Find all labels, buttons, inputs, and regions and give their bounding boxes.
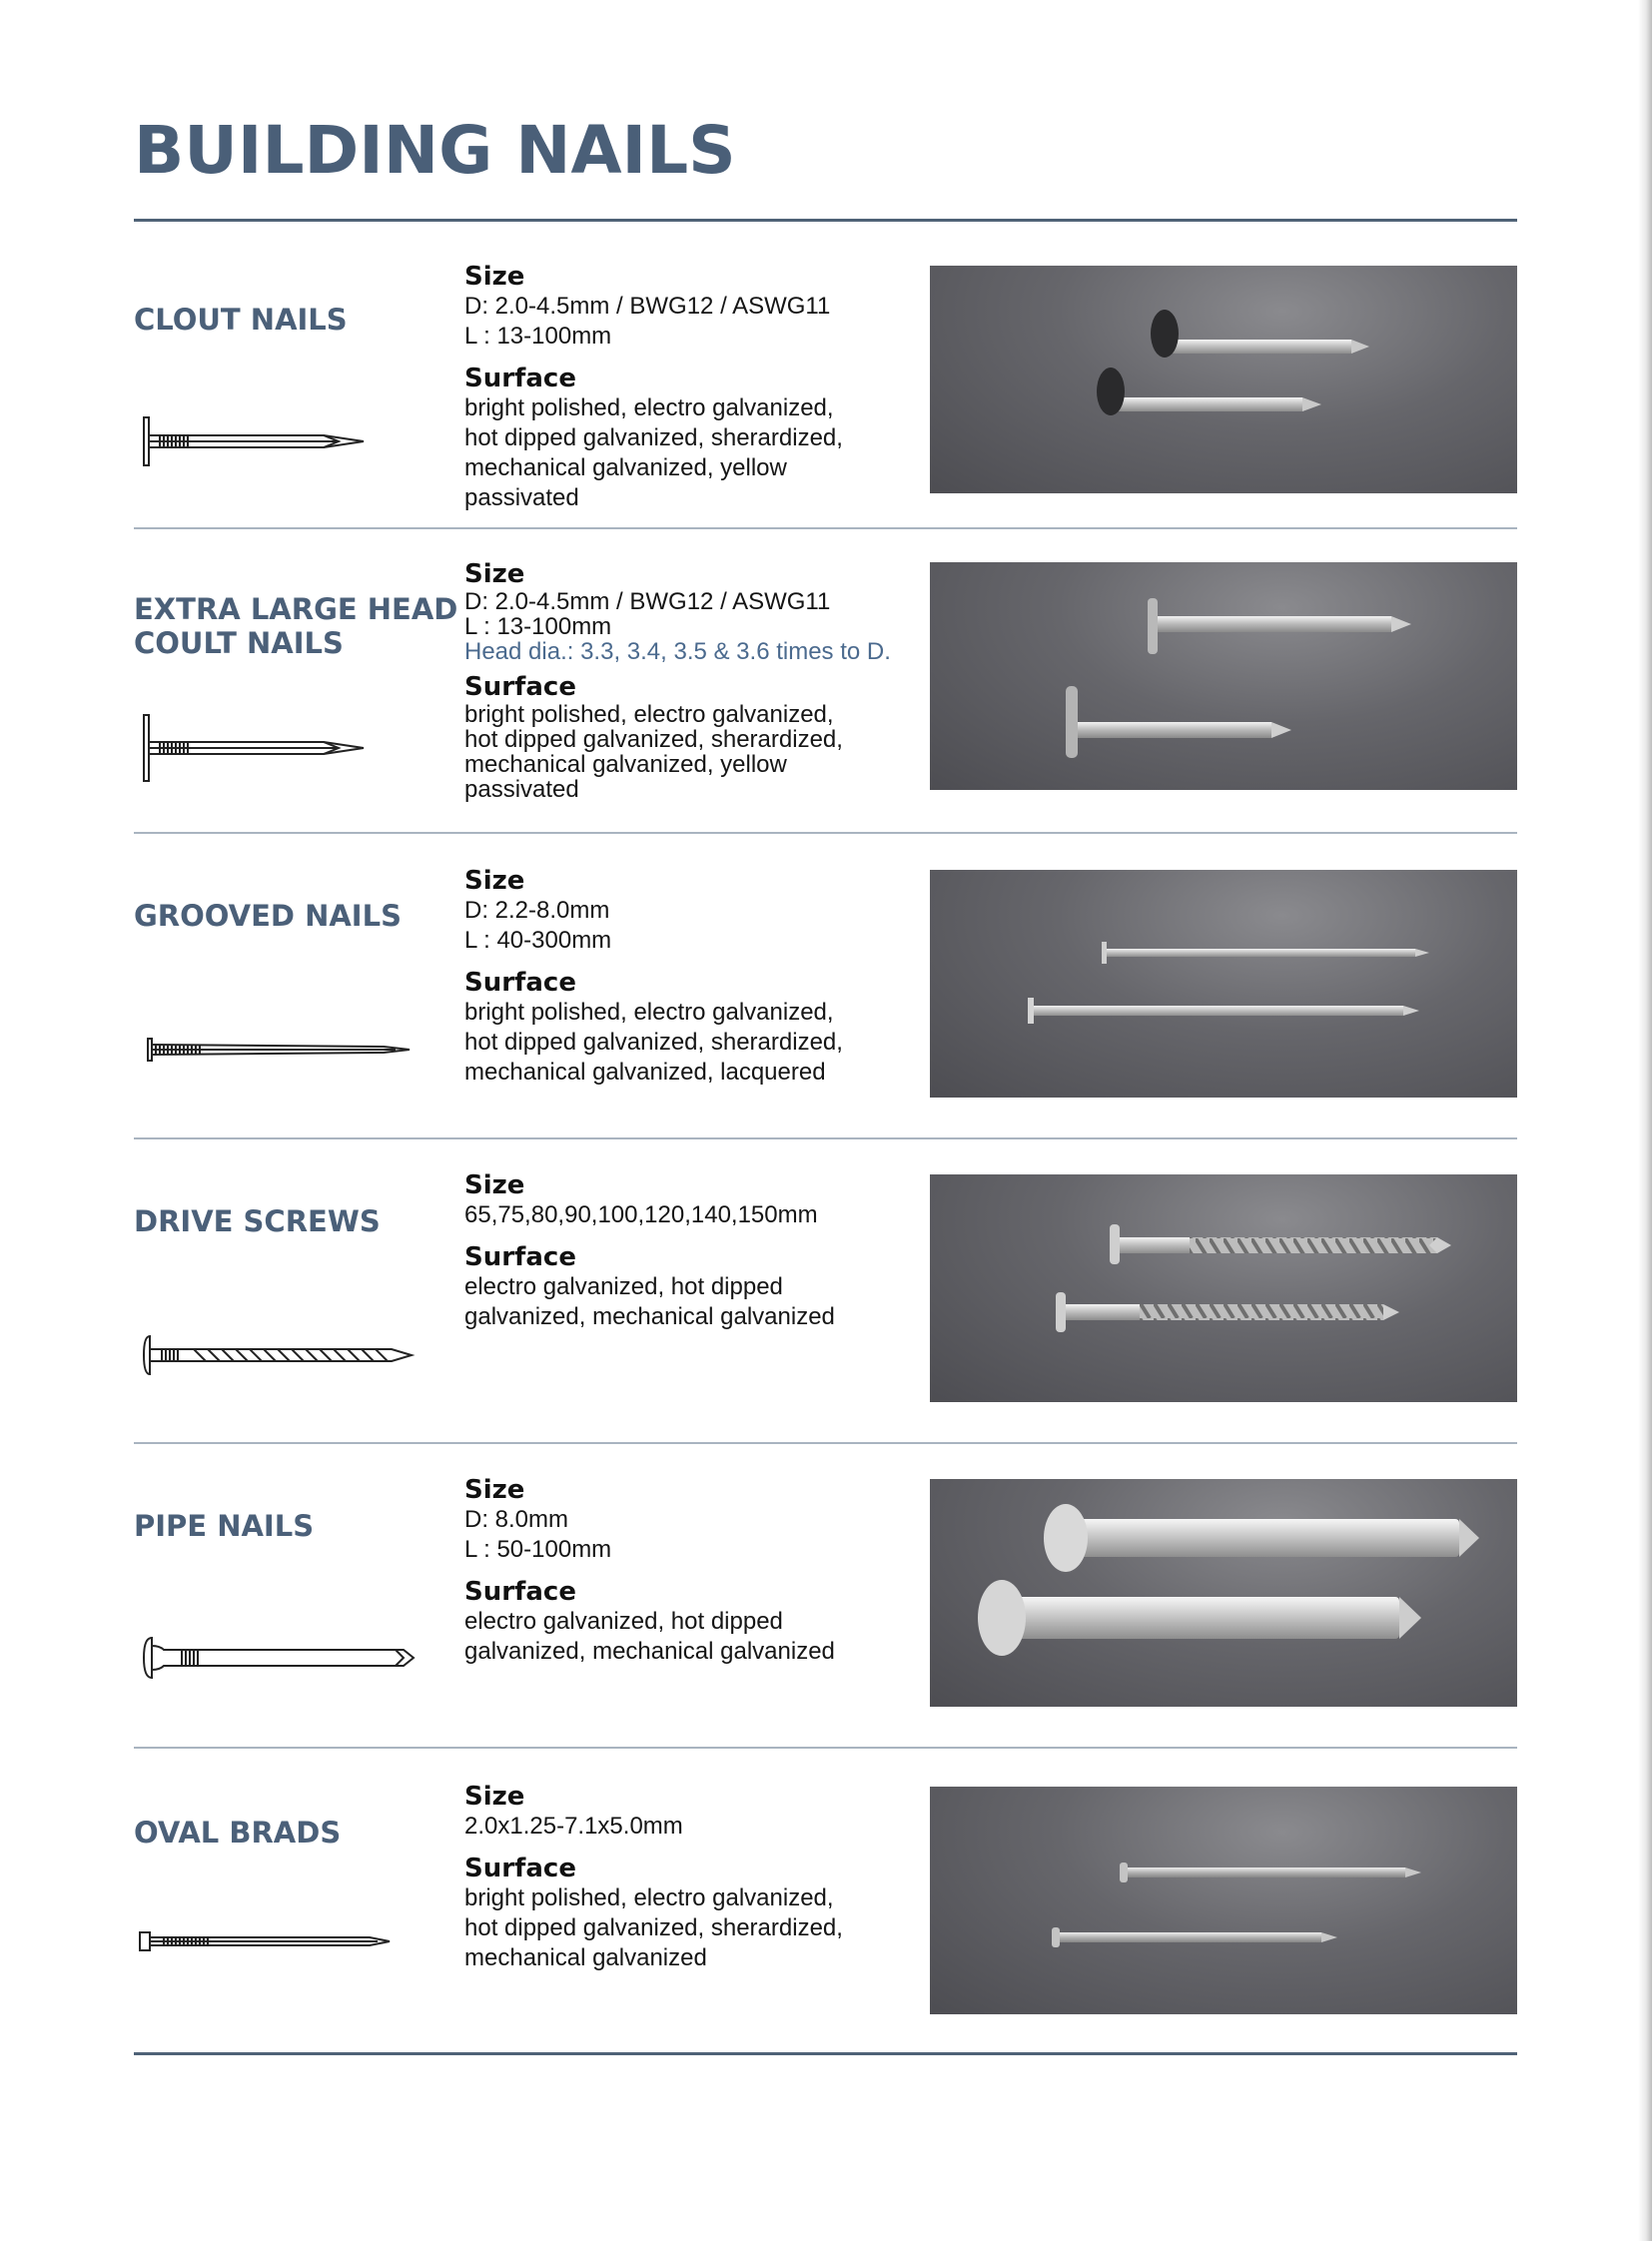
size-line: D: 2.2-8.0mm xyxy=(464,897,610,924)
extra-large-head-nail-drawing-icon xyxy=(134,713,374,783)
head-diameter-note: Head dia.: 3.3, 3.4, 3.5 & 3.6 times to D. xyxy=(464,638,891,665)
surface-line: hot dipped galvanized, sherardized, xyxy=(464,726,843,753)
surface-line: electro galvanized, hot dipped xyxy=(464,1273,783,1300)
surface-line: mechanical galvanized, yellow xyxy=(464,454,787,481)
spec-block xyxy=(464,262,934,513)
size-line: L : 50-100mm xyxy=(464,1536,612,1563)
surface-line: passivated xyxy=(464,776,579,803)
size-line: L : 13-100mm xyxy=(464,613,612,640)
size-line: 2.0x1.25-7.1x5.0mm xyxy=(464,1813,683,1840)
surface-line: galvanized, mechanical galvanized xyxy=(464,1303,835,1330)
row-divider xyxy=(134,1747,1517,1749)
size-heading: Size xyxy=(464,1170,525,1200)
product-photo xyxy=(930,1787,1517,2014)
surface-heading: Surface xyxy=(464,968,576,998)
surface-line: hot dipped galvanized, sherardized, xyxy=(464,1029,843,1056)
surface-heading: Surface xyxy=(464,1242,576,1272)
size-heading: Size xyxy=(464,262,525,292)
surface-line: passivated xyxy=(464,484,579,511)
product-name-line: PIPE NAILS xyxy=(134,1509,315,1543)
product-name xyxy=(134,899,402,933)
product-name-line: DRIVE SCREWS xyxy=(134,1204,381,1238)
surface-line: mechanical galvanized, lacquered xyxy=(464,1059,826,1086)
size-heading: Size xyxy=(464,1475,525,1505)
surface-heading: Surface xyxy=(464,672,576,702)
drive-screw-drawing-icon xyxy=(134,1328,423,1382)
surface-heading: Surface xyxy=(464,364,576,393)
size-line: D: 8.0mm xyxy=(464,1506,569,1533)
product-name-line: CLOUT NAILS xyxy=(134,303,348,337)
surface-line: bright polished, electro galvanized, xyxy=(464,701,834,728)
product-photo xyxy=(930,1479,1517,1707)
surface-line: bright polished, electro galvanized, xyxy=(464,394,834,421)
product-name-line: GROOVED NAILS xyxy=(134,899,402,933)
pipe-nail-drawing-icon xyxy=(134,1628,423,1688)
surface-line: mechanical galvanized, yellow xyxy=(464,751,787,778)
row-divider xyxy=(134,832,1517,834)
product-photo xyxy=(930,1174,1517,1402)
product-photo xyxy=(930,870,1517,1098)
product-name-line: OVAL BRADS xyxy=(134,1816,342,1850)
surface-line: mechanical galvanized xyxy=(464,1944,707,1971)
page-title: BUILDING NAILS xyxy=(134,112,736,189)
surface-line: bright polished, electro galvanized, xyxy=(464,1884,834,1911)
product-name xyxy=(134,1509,314,1543)
size-heading: Size xyxy=(464,559,525,589)
grooved-nail-drawing-icon xyxy=(134,1033,423,1067)
row-divider xyxy=(134,1442,1517,1444)
surface-line: hot dipped galvanized, sherardized, xyxy=(464,1914,843,1941)
spec-block xyxy=(464,559,934,802)
spec-block xyxy=(464,1475,934,1667)
title-divider xyxy=(134,219,1517,222)
row-divider xyxy=(134,527,1517,529)
size-line: L : 40-300mm xyxy=(464,927,612,954)
spec-block xyxy=(464,1170,934,1332)
surface-line: hot dipped galvanized, sherardized, xyxy=(464,424,843,451)
spec-block xyxy=(464,1782,934,1973)
product-photo xyxy=(930,562,1517,790)
product-name xyxy=(134,592,457,660)
product-photo xyxy=(930,266,1517,493)
size-line: 65,75,80,90,100,120,140,150mm xyxy=(464,1201,818,1228)
bottom-divider xyxy=(134,2052,1517,2055)
size-line: D: 2.0-4.5mm / BWG12 / ASWG11 xyxy=(464,293,831,320)
surface-heading: Surface xyxy=(464,1577,576,1607)
product-name xyxy=(134,1816,341,1850)
size-line: L : 13-100mm xyxy=(464,323,612,350)
clout-nail-drawing-icon xyxy=(134,409,374,469)
surface-line: galvanized, mechanical galvanized xyxy=(464,1638,835,1665)
spec-block xyxy=(464,866,934,1088)
surface-heading: Surface xyxy=(464,1854,576,1883)
product-name xyxy=(134,303,348,337)
product-name xyxy=(134,1204,381,1238)
surface-line: bright polished, electro galvanized, xyxy=(464,999,834,1026)
row-divider xyxy=(134,1137,1517,1139)
product-name-line: COULT NAILS xyxy=(134,626,344,660)
size-heading: Size xyxy=(464,866,525,896)
size-heading: Size xyxy=(464,1782,525,1812)
surface-line: electro galvanized, hot dipped xyxy=(464,1608,783,1635)
size-line: D: 2.0-4.5mm / BWG12 / ASWG11 xyxy=(464,588,831,615)
product-name-line: EXTRA LARGE HEAD xyxy=(134,592,458,626)
oval-brad-drawing-icon xyxy=(134,1925,404,1957)
